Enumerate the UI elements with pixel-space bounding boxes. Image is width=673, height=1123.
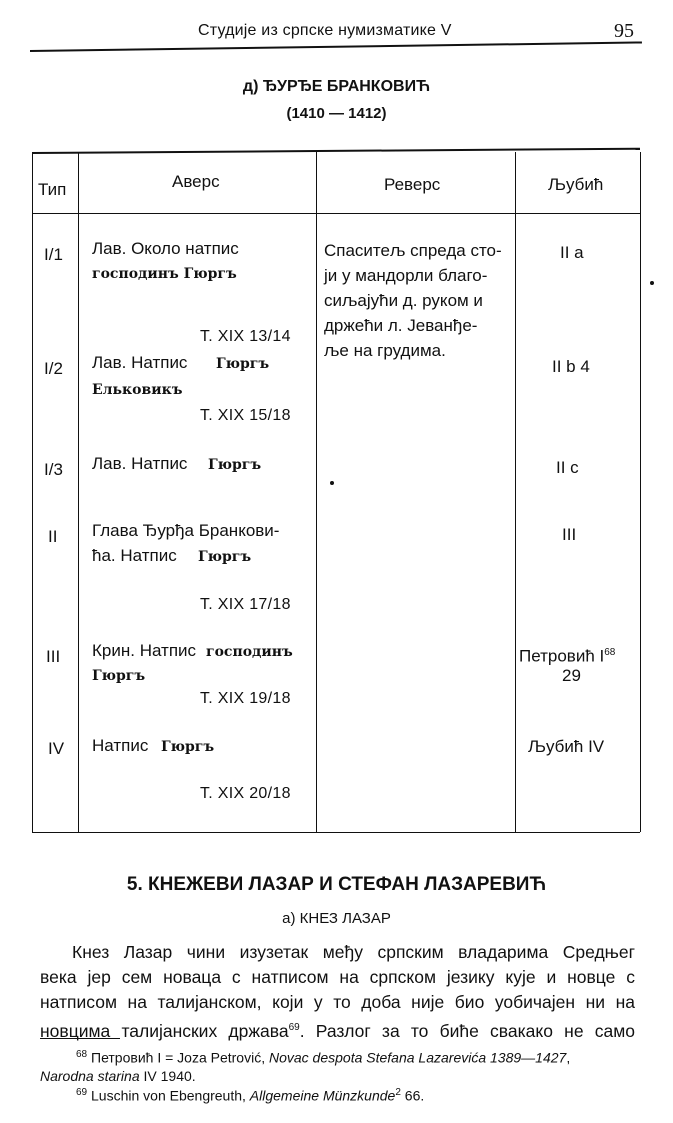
paragraph-text: новцима талијанских држава: [40, 1020, 289, 1041]
table-border-left: [32, 152, 33, 832]
paragraph-line: натписом на талијанском, који у то доба није био уобичајен ни на: [40, 992, 635, 1012]
footnote-text: Петровић I = Joza Petrović,: [91, 1049, 269, 1066]
chapter-subtitle: а) КНЕЗ ЛАЗАР: [282, 910, 391, 927]
row-type: III: [46, 647, 61, 666]
table-bottom-rule: [32, 832, 640, 833]
plate-reference: Т. XIX 17/18: [200, 596, 291, 613]
running-header-title: Студије из српске нумизматике V: [198, 22, 452, 39]
avers-text: ћа. Натпис: [92, 546, 177, 565]
footnote-title: Allgemeine Münzkunde: [249, 1087, 396, 1104]
ljubic-value: Љубић IV: [528, 737, 605, 756]
reverse-line: ји у мандорли благо-: [324, 266, 488, 285]
avers-text: Лав. Около натпис: [92, 239, 239, 258]
table-divider-3: [515, 152, 516, 832]
reverse-line: држећи л. Јеванђе-: [324, 316, 478, 335]
ljubic-value: II a: [560, 243, 584, 262]
header-rule: [30, 41, 642, 52]
section-title: д) ЂУРЂЕ БРАНКОВИЋ: [242, 78, 431, 95]
paragraph-line: Кнез Лазар чини изузетак међу српским владарима Средњег: [72, 942, 635, 962]
footnote-marker: 68: [604, 647, 616, 658]
ljubic-value: III: [562, 525, 577, 544]
print-speck: [330, 481, 334, 485]
footnote-marker: 69: [288, 1022, 300, 1033]
paragraph-line-last: [40, 1015, 635, 1044]
row-type: II: [48, 527, 58, 546]
footnote-number: 68: [76, 1049, 88, 1060]
header-revers: Реверс: [384, 175, 441, 194]
page-number: 95: [614, 20, 634, 42]
chapter-title: 5. КНЕЖЕВИ ЛАЗАР И СТЕФАН ЛАЗАРЕВИЋ: [126, 874, 547, 895]
avers-inscription: Гюргъ: [208, 457, 262, 473]
print-speck: [650, 281, 654, 285]
table-border-right: [640, 152, 641, 832]
reverse-line: ље на грудима.: [324, 341, 446, 360]
plate-reference: Т. XIX 19/18: [200, 690, 291, 707]
avers-text: Крин. Натпис: [92, 641, 197, 660]
row-type: I/2: [44, 359, 63, 378]
avers-inscription: господинъ Гюргъ: [92, 266, 237, 282]
header-type: Тип: [38, 180, 67, 199]
footnote-text: IV 1940.: [139, 1067, 196, 1084]
ljubic-value: II c: [556, 458, 579, 477]
ljubic-value-line2: 29: [562, 666, 581, 685]
plate-reference: Т. XIX 13/14: [200, 328, 291, 345]
table-top-rule: [32, 148, 640, 154]
avers-text: Глава Ђурђа Бранкови-: [92, 521, 280, 540]
row-type: I/1: [44, 245, 63, 264]
avers-inscription: Гюргъ: [92, 668, 146, 684]
table-header-rule: [32, 213, 640, 214]
header-avers: Аверс: [172, 172, 220, 191]
footnote-68: [40, 1046, 640, 1085]
section-years: (1410 — 1412): [286, 105, 387, 122]
footnote-text: ,: [566, 1049, 571, 1066]
avers-inscription: Ельковикъ: [92, 382, 183, 398]
paragraph-line: века јер сем новаца с натписом на српском језику кује и новце с: [40, 967, 635, 987]
footnote-number: 69: [76, 1087, 88, 1098]
avers-text: Натпис: [92, 736, 149, 755]
header-ljubic: Љубић: [548, 175, 604, 194]
footnote-journal: Narodna starina: [40, 1067, 140, 1084]
avers-text: Лав. Натпис: [92, 353, 188, 372]
avers-text: Лав. Натпис: [92, 454, 188, 473]
reverse-line: сиљајући д. руком и: [324, 291, 483, 310]
avers-inscription: Гюргъ: [198, 549, 252, 565]
footnote-text: 66.: [400, 1087, 425, 1104]
ljubic-value: II b 4: [552, 357, 590, 376]
reverse-line: Спаситељ спреда сто-: [324, 241, 502, 260]
ljubic-ref-text: Петровић I: [519, 646, 605, 666]
table-divider-1: [78, 152, 79, 832]
footnote-69: [40, 1084, 640, 1105]
paragraph-text: . Разлог за то биће свакако не само: [299, 1020, 635, 1041]
avers-inscription: господинъ: [206, 644, 293, 660]
avers-inscription: Гюргъ: [216, 356, 270, 372]
avers-inscription: Гюргъ: [161, 739, 215, 755]
row-type: IV: [48, 739, 65, 758]
edition-marker: 2: [395, 1087, 401, 1098]
row-type: I/3: [44, 460, 63, 479]
footnote-title: Novac despota Stefana Lazarevića 1389—1427: [268, 1049, 567, 1066]
footnote-rule: [40, 1038, 120, 1039]
footnote-text: Luschin von Ebengreuth,: [91, 1087, 250, 1104]
body-paragraph: [40, 940, 635, 1044]
plate-reference: Т. XIX 15/18: [200, 407, 291, 424]
table-divider-2: [316, 152, 317, 832]
plate-reference: Т. XIX 20/18: [200, 785, 291, 802]
